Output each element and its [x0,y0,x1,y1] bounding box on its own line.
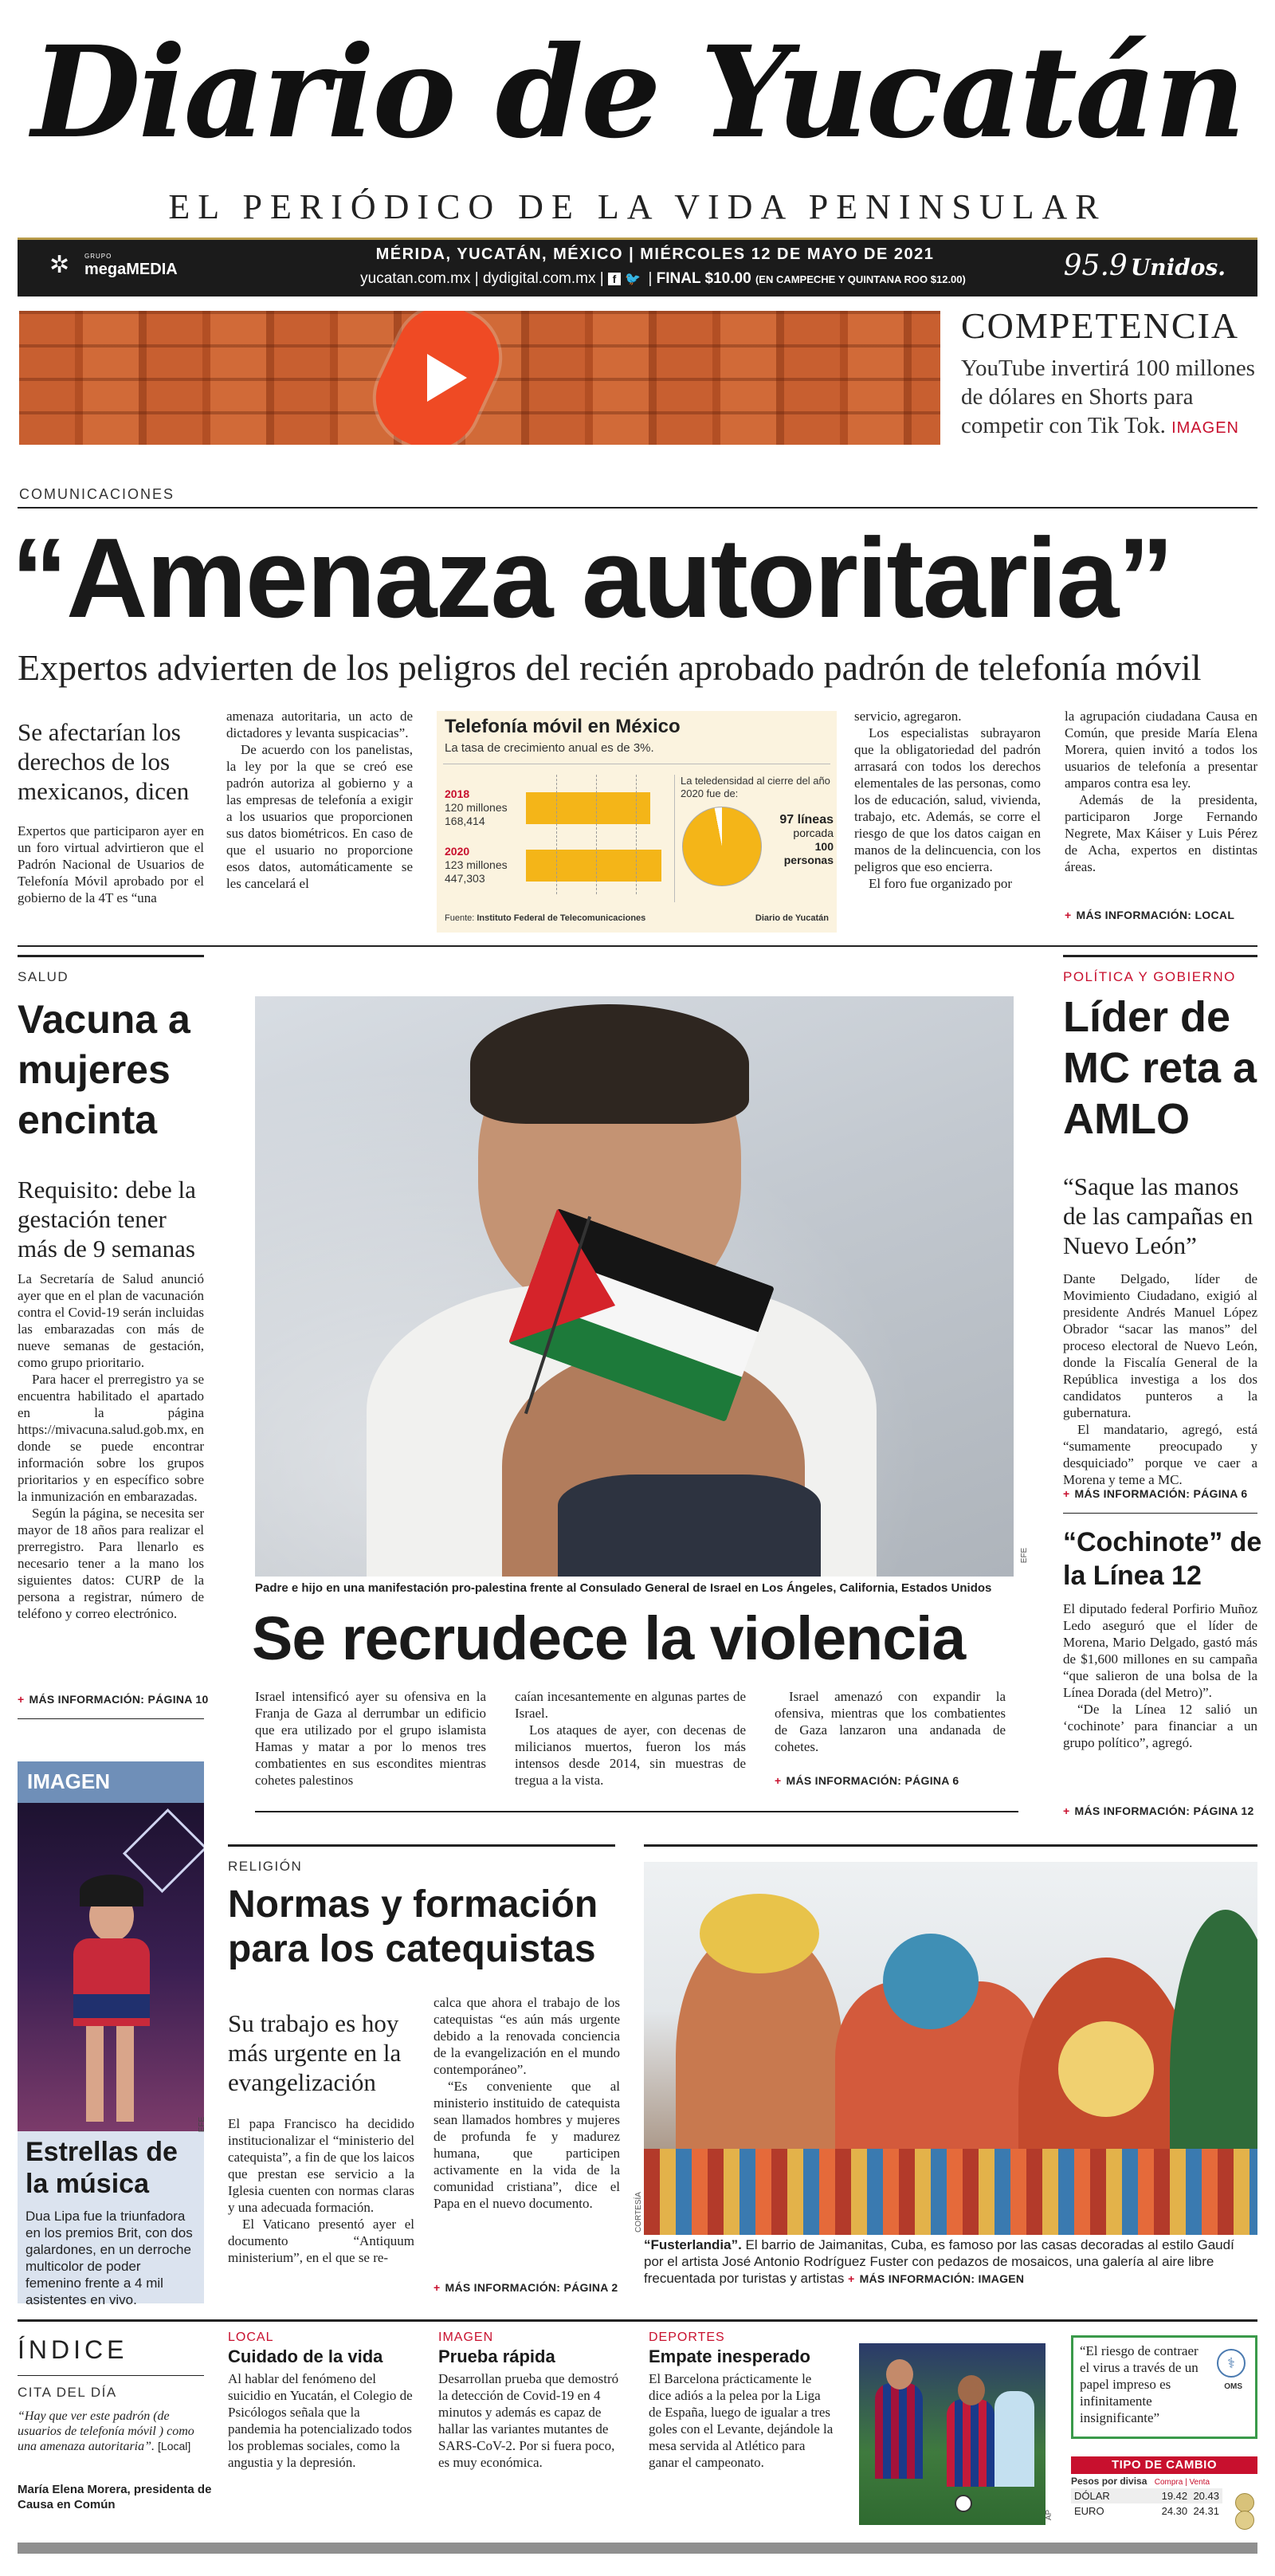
violence-more-link[interactable]: + MÁS INFORMACIÓN: PÁGINA 6 [775,1774,959,1787]
bar-2018-label: 2018 120 millones 168,414 [445,787,508,827]
index-item-imagen[interactable]: IMAGEN Prueba rápida Desarrollan prueba que demostró la detección de Covid-19 en 4 minutos y además es capaz de hallar las variantes mutantes de SARS-CoV-2. Por si fuera poco, es muy económica. [438,2331,619,2470]
twitter-icon[interactable]: 🐦 [625,273,641,286]
violence-col2: caían incesantemente en algunas partes de Israel. Los ataques de ayer, con decenas de milicianos muertos, fueron los más intensos desde 2014, sin muestras de tregua a la vista. [515,1689,746,1788]
quote-label: CITA DEL DÍA [18,2385,117,2400]
politica-body: Dante Delgado, líder de Movimiento Ciudadano, exigió al presidente Andrés Manuel López Obrador “sacar las manos” del proceso electoral de Nuevo León, donde la Fiscalía General de la República investiga a los dos candidatos punteros a la gubernatura. El mandatario, agregó, está “sumamente preocupado y desquiciado” porque ve caer a Morena y teme a MC. [1063,1271,1257,1487]
politica-headline[interactable]: Líder de MC reta a AMLO [1063,993,1257,1143]
divider [18,2375,204,2376]
imagen-text: Dua Lipa fue la triunfadora en los premios Brit, con dos galardones, en un derroche multicolor de poder femenino frente a 4 mil asistentes en vivo. [26,2209,193,2307]
soccer-ball-icon [955,2495,972,2512]
promo-section[interactable]: IMAGEN [1171,419,1239,437]
infographic-credit: Diario de Yucatán [755,913,829,923]
imagen-box [18,1761,207,2307]
masthead-bar: ✲ GRUPO megaMEDIA MÉRIDA, YUCATÁN, MÉXICO | MIÉRCOLES 12 DE MAYO DE 2021 yucatan.com.mx | dydigital.com.mx | f 🐦 | FINAL $10.00 (EN CAMPECHE Y QUINTANA ROO $12.00) 95.9 Unidos. [18,238,1257,296]
fusterlandia-credit: CORTESÍA [634,2192,643,2232]
religion-more-link[interactable]: + MÁS INFORMACIÓN: PÁGINA 2 [434,2281,618,2294]
lead-kicker: Se afectarían los derechos de los mexicanos, dicen [18,718,190,805]
cochinote-more-link[interactable]: + MÁS INFORMACIÓN: PÁGINA 12 [1063,1804,1254,1817]
bar-2020 [526,850,661,882]
divider [255,1811,1018,1812]
index-item-deportes[interactable]: DEPORTES Empate inesperado El Barcelona prácticamente le dice adiós a la pelea por la Liga de España, luego de igualar a tres goles con el Levante, dejándole la mesa servida al Atlético para ganar el campeonato. [649,2331,834,2470]
lead-section: COMUNICACIONES [19,486,175,502]
quote-text: “Hay que ver este padrón (de usuarios de telefonía móvil ) como una amenaza autoritaria”. [Local] [18,2409,194,2453]
politica-section: POLÍTICA Y GOBIERNO [1063,969,1236,984]
main-photo-caption: Padre e hijo en una manifestación pro-palestina frente al Consulado General de Israel en Los Ángeles, California, Estados Unidos [255,1581,992,1595]
religion-kicker: Su trabajo es hoy más urgente en la evangelización [228,2009,402,2096]
violence-col3: Israel amenazó con expandir la ofensiva, mientras que los combatientes de Gaza lanzaron una andanada de cohetes. [775,1689,1006,1754]
facebook-icon[interactable]: f [608,273,621,285]
exchange-row-euro: EURO 24.30 24.31 [1074,2505,1219,2517]
divider [18,945,1257,947]
radio-logo: 95.9 Unidos. [1063,249,1226,282]
index-item-local[interactable]: LOCAL Cuidado de la vida Al hablar del fenómeno del suicidio en Yucatán, el Colegio de Psicólogos señala que la pandemia ha potencializado todos los problemas sociales, como la angustia y la depresión. [228,2331,413,2470]
infographic [437,711,837,933]
politica-kicker: “Saque las manos de las campañas en Nuevo León” [1063,1172,1253,1259]
salud-body: La Secretaría de Salud anunció ayer que en el plan de vacunación contra el Covid-19 serán incluidas las embarazadas con más de nueve semanas de gestación, como grupo prioritario. Para hacer el prerregistro ya se encuentra habilitado el apartado en la página https://mivacuna.salud.gob.mx, en donde se puede encontrar información sobre los grupos prioritarios y en específico sobre la inmunización en embarazadas. Según la página, se necesita ser mayor de 18 años para realizar el prerregistro. Para llenarlo es necesario tener a la mano los siguientes datos: CURP de la persona a registrar, número de teléfono y correo electrónico. [18,1271,204,1621]
youtube-shorts-image [19,311,940,445]
lead-col1: Expertos que participaron ayer en un foro virtual advirtieron que el Padrón Nacional de Usuarios de Telefonía Móvil aprobado por el gobierno de la 4T es “una [18,823,204,905]
infographic-source: Fuente: Instituto Federal de Telecomunicaciones [445,913,646,923]
divider [18,507,1257,509]
lead-col2: amenaza autoritaria, un acto de dictadores y levanta suspicacias”. De acuerdo con los panelistas, la ley por la que se creó ese padrón autoriza al gobierno y a las empresas de telefonía a exigir a los usuarios que proporcionen sus datos biométricos. En caso de que el usuario no proporcione esos datos, automáticamente se les cancelará el [226,709,413,891]
oms-logo-icon: ⚕ [1217,2349,1246,2378]
divider [644,1844,1257,1847]
lead-col4: la agrupación ciudadana Causa en Común, que preside María Elena Morera, quien invitó a todos los usuarios de telefonía a presentar amparos contra esa ley. Además de la presidenta, participaron Jorge Fernando Negrete, Max Káiser y Luis Pérez de Acha, expertos en distintas áreas. [1065,709,1257,874]
exchange-row-dolar: DÓLAR 19.42 20.43 [1071,2488,1222,2503]
religion-section: RELIGIÓN [228,1859,303,1874]
divider [18,955,204,957]
soccer-credit: AP [1045,2509,1054,2521]
quote-author: María Elena Morera, presidenta de Causa en Común [18,2483,212,2511]
infographic-subtitle: La tasa de crecimiento anual es de 3%. [445,741,654,755]
dua-lipa-photo [18,1803,207,2133]
cochinote-headline[interactable]: “Cochinote” de la Línea 12 [1063,1527,1262,1591]
religion-col1: El papa Francisco ha decidido institucionalizar el “ministerio del catequista”, a fin de que los laicos que prestan ese servicio a la Iglesia cuenten con normas claras y una adecuada formación. El Vaticano presentó ayer el documento “Antiquum ministerium”, en el que se re- [228,2116,414,2265]
soccer-photo [859,2343,1046,2525]
masthead-title: Diario de Yucatán [31,19,1244,167]
salud-section: SALUD [18,969,69,984]
divider [1063,955,1257,957]
violence-col1: Israel intensificó ayer su ofensiva en la Franja de Gaza al derrumbar un edificio que era utilizado por el grupo islamista Hamas y matar a por lo menos tres combatientes en sus escondites mientras cohetes palestinos [255,1689,486,1788]
politica-more-link[interactable]: + MÁS INFORMACIÓN: PÁGINA 6 [1063,1487,1248,1500]
violence-headline[interactable]: Se recrudece la violencia [252,1604,966,1673]
index-title: ÍNDICE [18,2335,128,2364]
cochinote-body: El diputado federal Porfirio Muñoz Ledo aseguró que el líder de Morena, Mario Delgado, gastó más de $1,600 millones en su campaña “que salieron de una bolsa de la Línea Dorada (del Metro)”. “De la Línea 12 salió un ‘cochinote’ para financiar a un grupo político”, agregó. [1063,1601,1257,1750]
web-line: yucatan.com.mx | dydigital.com.mx | f 🐦 | FINAL $10.00 (EN CAMPECHE Y QUINTANA ROO $12.00) [360,270,966,287]
oms-label: OMS [1224,2382,1242,2391]
price: FINAL $10.00 [656,270,751,287]
fusterlandia-more-link[interactable]: + MÁS INFORMACIÓN: IMAGEN [848,2272,1025,2285]
footer-bar [18,2543,1257,2554]
exchange-box: TIPO DE CAMBIO Pesos por divisa Compra | Venta DÓLAR 19.42 20.43 EURO 24.30 24.31 [1071,2456,1257,2533]
price-note: (EN CAMPECHE Y QUINTANA ROO $12.00) [755,273,966,285]
pie-value: 97 líneas porcada 100 personas [779,813,834,866]
lead-headline[interactable]: “Amenaza autoritaria” [11,515,1173,642]
web-links[interactable]: yucatan.com.mx | dydigital.com.mx | [360,270,604,287]
exchange-title: TIPO DE CAMBIO [1071,2456,1257,2474]
promo-heading: COMPETENCIA [961,305,1240,346]
masthead-subtitle: EL PERIÓDICO DE LA VIDA PENINSULAR [168,187,1107,226]
religion-col2: calca que ahora el trabajo de los catequistas “es aún más urgente debido a la renovada conciencia de la evangelización en el mundo contemporáneo”. “Es conveniente que al ministerio instituido de catequista sean llamados hombres y mujeres de profunda fe y madurez humana, que participen activamente en la vida de la comunidad cristiana”, dice el Papa en el nuevo documento. [434,1995,620,2211]
fusterlandia-photo [644,1862,1257,2235]
divider [18,1718,204,1719]
pie-label: La teledensidad al cierre del año 2020 fue de: [681,775,830,799]
infographic-title: Telefonía móvil en México [445,716,681,737]
imagen-label[interactable]: IMAGEN [18,1761,204,1803]
main-photo-credit: EFE [1020,1547,1030,1564]
fusterlandia-caption: “Fusterlandia”. El barrio de Jaimanitas, Cuba, es famoso por las casas decoradas al estilo Gaudí por el artista José Antonio Rodríguez Fuster con pedazos de mosaicos, una galería al aire libre frecuentada por turistas y artistas + MÁS INFORMACIÓN: IMAGEN [644,2237,1234,2286]
salud-more-link[interactable]: + MÁS INFORMACIÓN: PÁGINA 10 [18,1693,209,1706]
divider [18,2319,1257,2322]
lead-deck: Expertos advierten de los peligros del recién aprobado padrón de telefonía móvil [18,647,1202,688]
imagen-credit: EFE [198,2116,207,2133]
play-icon [427,354,467,402]
salud-kicker: Requisito: debe la gestación tener más de 9 semanas [18,1176,196,1262]
oms-quote: “El riesgo de contraer el virus a través de un papel impreso es infinitamente insignificante” [1080,2343,1198,2425]
oms-box [1071,2335,1257,2439]
main-photo [255,996,1014,1577]
promo-text: YouTube invertirá 100 millones de dólares en Shorts para competir con Tik Tok. IMAGEN [961,355,1255,438]
bar-2020-label: 2020 123 millones 447,303 [445,845,508,885]
religion-headline[interactable]: Normas y formación para los catequistas [228,1883,598,1970]
imagen-headline[interactable]: Estrellas de la música [26,2137,178,2199]
coins-icon [1232,2493,1257,2531]
megamedia-icon: ✲ [49,252,70,278]
divider [1063,1513,1257,1514]
dateline: MÉRIDA, YUCATÁN, MÉXICO | MIÉRCOLES 12 DE MAYO DE 2021 [375,245,935,263]
bar-2018 [526,792,650,824]
divider [228,1844,615,1847]
pie-chart [682,807,762,886]
lead-more-link[interactable]: + MÁS INFORMACIÓN: LOCAL [1065,909,1235,921]
salud-headline[interactable]: Vacuna a mujeres encinta [18,997,190,1142]
lead-col3: servicio, agregaron. Los especialistas subrayaron que la obligatoriedad del padrón arrasará con todos los derechos elementales de las personas, como los de educación, salud, vivienda, trabajo, etc. Además, se corre el riesgo de que los datos caigan en manos de la delincuencia, con los peligros que eso encierra. El foro fue organizado por [854,709,1041,891]
